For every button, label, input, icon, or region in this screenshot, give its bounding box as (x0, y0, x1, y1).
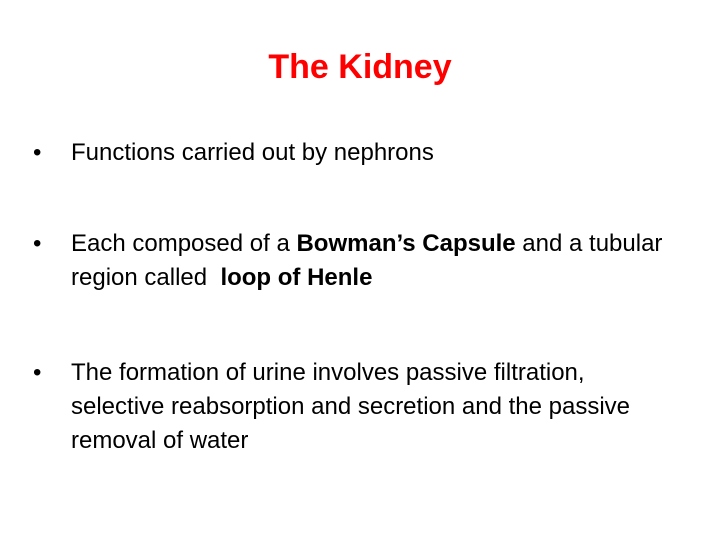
bullet-dot: • (33, 139, 42, 166)
bullet-dot: • (33, 359, 42, 386)
bullet-text-2-part1: Each composed of a (71, 230, 297, 257)
bullet-item-2 (33, 227, 683, 295)
bullet-item-3 (33, 356, 683, 458)
bullet-item-1 (33, 136, 683, 170)
bullet-text-2-part2: and a tubular region called (71, 230, 670, 291)
bullet-text-1: Functions carried out by nephrons (71, 139, 434, 166)
loop-of-henle-term: loop of Henle (220, 264, 373, 291)
bullet-text-3: The formation of urine involves passive filtration, selective reabsorption and secretion and the passive removal of water (71, 359, 631, 454)
bowmans-capsule-term: Bowman’s Capsule (296, 230, 516, 257)
bullet-text-2 (71, 227, 683, 295)
slide-title: The Kidney (268, 48, 452, 86)
bullet-dot: • (33, 230, 42, 257)
